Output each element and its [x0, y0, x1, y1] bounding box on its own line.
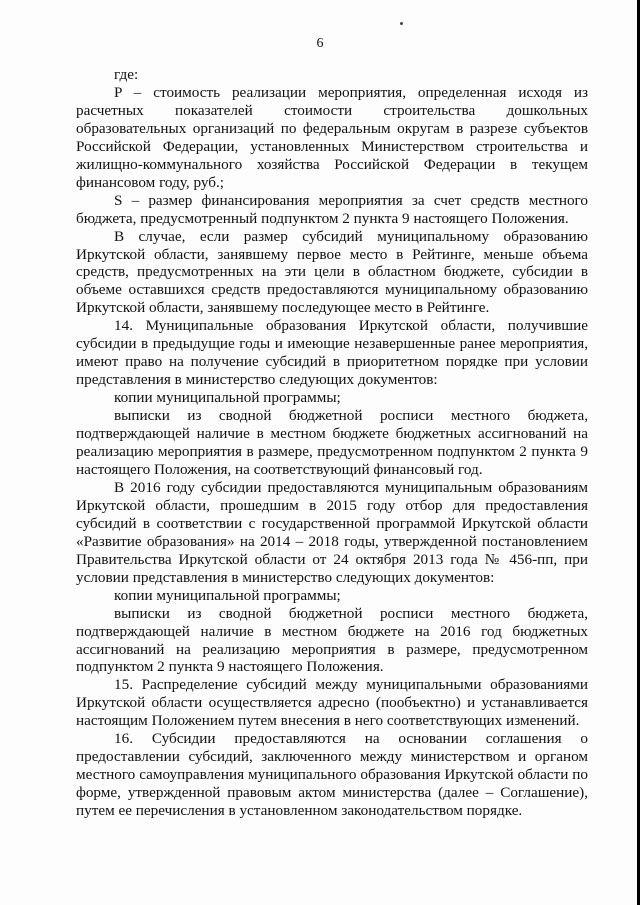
- paragraph-p-definition: P – стоимость реализации мероприятия, определенная исходя из расчетных показателей стоимости строительства дошкольных образовательных организаций по федеральным округам в разрезе субъектов Российской Федерации, установленных Министерством строительства и жилищно-коммунального хозяйства Российской Федерации в текущем финансовом году, руб.;: [76, 83, 588, 191]
- paragraph-rating-remainder: В случае, если размер субсидий муниципальному образованию Иркутской области, занявшему первое место в Рейтинге, меньше объема средств, предусмотренных на эти цели в областном бюджете, субсидии в объеме оставшихся средств предоставляются муниципальному образованию Иркутской области, занявшему последующее место в Рейтинге.: [76, 227, 588, 317]
- paragraph-item-15: 15. Распределение субсидий между муниципальными образованиями Иркутской области осуществляется адресно (пообъектно) и устанавливается настоящим Положением путем внесения в него соответствующих изменений.: [76, 676, 588, 730]
- scan-speck: [400, 22, 403, 25]
- paragraph-program-copy-1: копии муниципальной программы;: [114, 389, 341, 407]
- paragraph-where: где:: [114, 66, 139, 83]
- paragraph-item-14: 14. Муниципальные образования Иркутской области, получившие субсидии в предыдущие годы и имеющие незавершенные ранее мероприятия, имеют право на получение субсидий в приоритетном порядке при условии представления в министерство следующих документов:: [76, 317, 588, 389]
- paragraph-budget-extract-1: выписки из сводной бюджетной росписи местного бюджета, подтверждающей наличие в местном бюджете бюджетных ассигнований на реализацию мероприятия в размере, предусмотренном подпунктом 2 пункта 9 настоящего Положения, на соответствующий финансовый год.: [76, 407, 588, 478]
- paragraph-2016-subsidies: В 2016 году субсидии предоставляются муниципальным образованиям Иркутской области, прошедшим в 2015 году отбор для предоставления субсидий в соответствии с государственной программой Иркутской области «Развитие образования» на 2014 – 2018 годы, утвержденной постановлением Правительства Иркутской области от 24 октября 2013 года № 456-пп, при условии представления в министерство следующих документов:: [76, 478, 588, 586]
- paragraph-s-definition: S – размер финансирования мероприятия за счет средств местного бюджета, предусмотренный подпунктом 2 пункта 9 настоящего Положения.: [76, 191, 588, 227]
- paragraph-item-16: 16. Субсидии предоставляются на основании соглашения о предоставлении субсидий, заключенного между министерством и органом местного самоуправления муниципального образования Иркутской области по форме, утвержденной правовым актом министерства (далее – Соглашение), путем ее перечисления в установленном законодательством порядке.: [76, 730, 588, 820]
- page-number: 6: [316, 36, 324, 51]
- document-body: [76, 66, 588, 820]
- paragraph-program-copy-2: копии муниципальной программы;: [114, 586, 341, 604]
- paragraph-budget-extract-2: выписки из сводной бюджетной росписи местного бюджета, подтверждающей наличие в местном бюджете на 2016 год бюджетных ассигнований на реализацию мероприятия в размере, предусмотренном подпунктом 2 пункта 9 настоящего Положения.: [76, 604, 588, 676]
